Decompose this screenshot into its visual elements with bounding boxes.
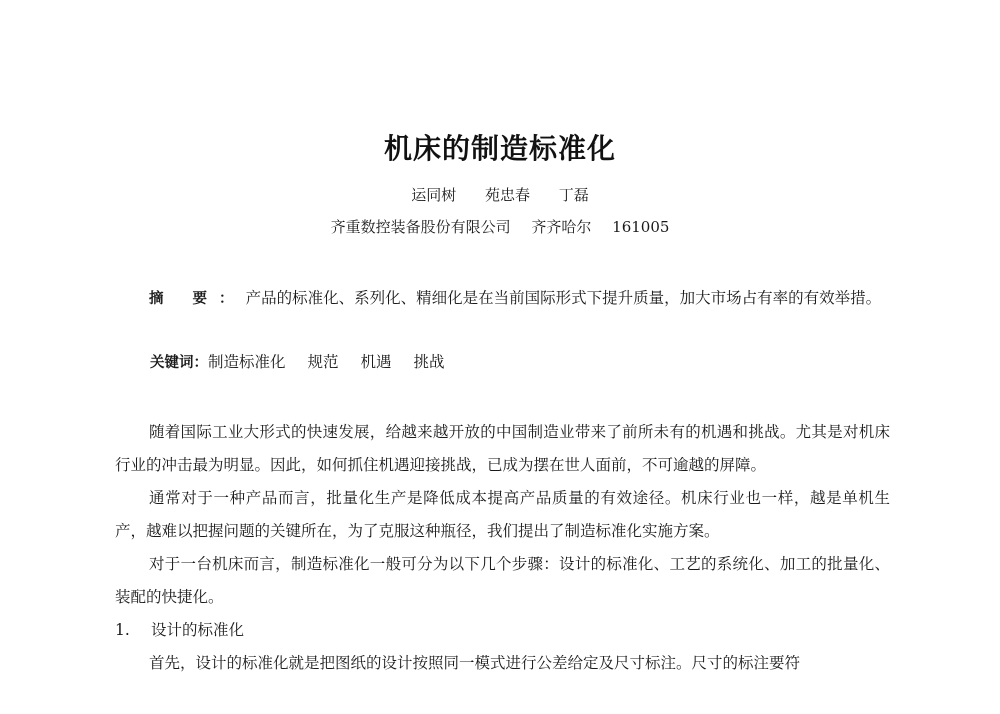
affiliation-postcode: 161005 [612, 218, 670, 236]
keyword: 挑战 [413, 353, 445, 371]
body-paragraph: 随着国际工业大形式的快速发展，给越来越开放的中国制造业带来了前所未有的机遇和挑战。尤其是对机床行业的冲击最为明显。因此，如何抓住机遇迎接挑战，已成为摆在世人面前，不可逾越的屏障。 [115, 423, 890, 474]
abstract [115, 282, 890, 316]
body-text [115, 416, 890, 680]
author-name: 苑忠春 [484, 186, 530, 204]
affiliation-org: 齐重数控装备股份有限公司 [330, 218, 511, 236]
affiliation-city: 齐齐哈尔 [531, 218, 592, 236]
keyword: 规范 [307, 353, 339, 371]
paper-title: 机床的制造标准化 [383, 132, 616, 165]
keywords [150, 346, 467, 380]
section-heading [115, 614, 890, 647]
author-list [0, 184, 1000, 205]
body-paragraph: 通常对于一种产品而言，批量化生产是降低成本提高产品质量的有效途径。机床行业也一样，越是单机生产，越难以把握问题的关键所在，为了克服这种瓶径，我们提出了制造标准化实施方案。 [115, 489, 890, 540]
abstract-label: 摘 要： [149, 291, 246, 307]
abstract-text: 产品的标准化、系列化、精细化是在当前国际形式下提升质量，加大市场占有率的有效举措。 [245, 289, 882, 307]
affiliation [0, 216, 1000, 237]
keyword: 机遇 [360, 353, 392, 371]
author-name: 运同树 [411, 186, 457, 204]
keywords-label: 关键词： [150, 355, 208, 371]
body-paragraph: 对于一台机床而言，制造标准化一般可分为以下几个步骤：设计的标准化、工艺的系统化、加工的批量化、装配的快捷化。 [115, 555, 890, 606]
section-title: 设计的标准化 [151, 621, 245, 639]
body-paragraph: 首先，设计的标准化就是把图纸的设计按照同一模式进行公差给定及尺寸标注。尺寸的标注要符 [149, 654, 801, 672]
keyword: 制造标准化 [208, 353, 286, 371]
section-number: 1. [115, 621, 130, 639]
author-name: 丁磊 [558, 186, 589, 204]
